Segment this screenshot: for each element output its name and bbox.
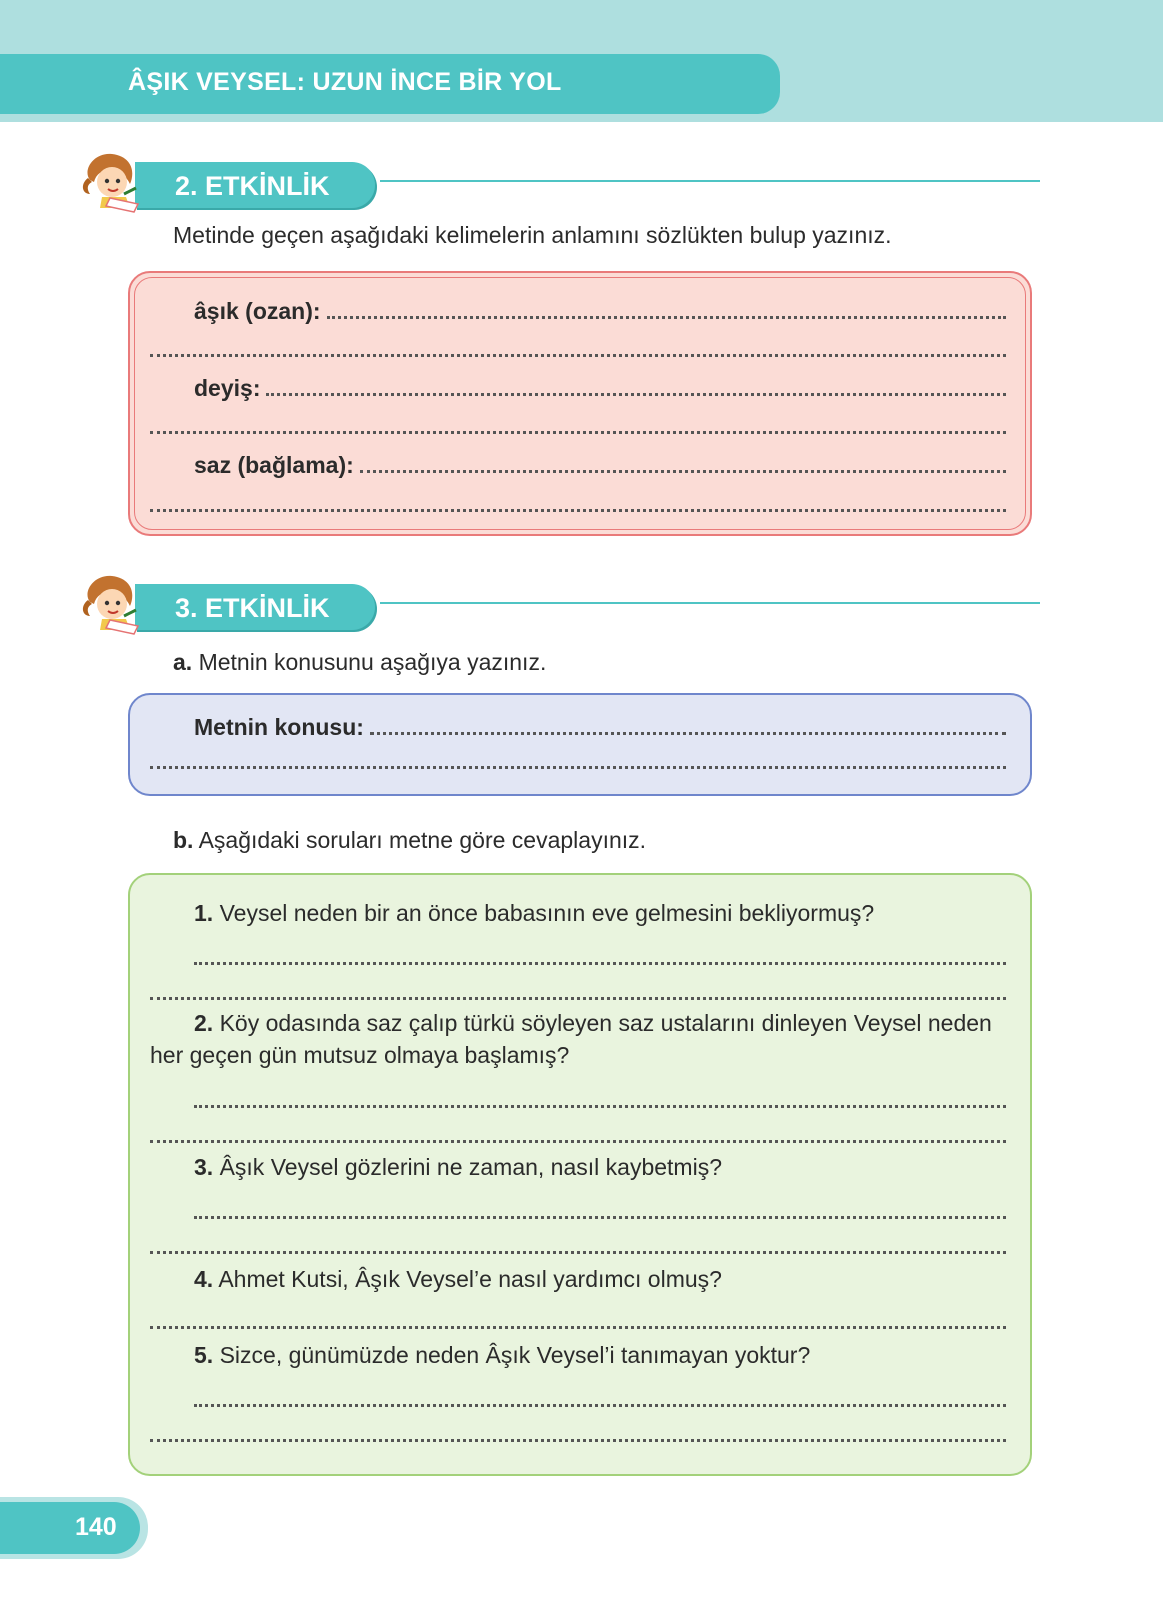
page-number-tab — [0, 1502, 140, 1554]
topic-box — [128, 693, 1032, 796]
answer-line[interactable] — [370, 731, 1006, 735]
answer-row[interactable] — [150, 335, 1006, 363]
answer-row[interactable] — [150, 1232, 1006, 1260]
part-b-text: Aşağıdaki soruları metne göre cevaplayınız. — [198, 827, 647, 853]
part-b-instruction — [173, 827, 646, 854]
question-number: 3. — [194, 1154, 214, 1180]
answer-row[interactable] — [150, 978, 1006, 1006]
part-a-text: Metnin konusunu aşağıya yazınız. — [198, 649, 547, 675]
answer-row[interactable] — [150, 1121, 1006, 1149]
answer-line[interactable] — [150, 508, 1006, 512]
questions-box — [128, 873, 1032, 1476]
answer-row[interactable] — [194, 1197, 1006, 1225]
answer-line[interactable] — [150, 1250, 1006, 1254]
activity-2-instruction: Metinde geçen aşağıdaki kelimelerin anlamını sözlükten bulup yazınız. — [173, 222, 892, 248]
activity-3-header — [80, 572, 1040, 636]
answer-line[interactable] — [327, 315, 1006, 319]
topic-row[interactable] — [194, 713, 1006, 741]
topic-label: Metnin konusu: — [194, 714, 364, 740]
term-label: deyiş: — [194, 375, 261, 401]
activity-2-title: 2. ETKİNLİK — [175, 171, 330, 201]
question-number: 4. — [194, 1266, 214, 1292]
answer-line[interactable] — [150, 430, 1006, 434]
question-text: Ahmet Kutsi, Âşık Veysel’e nasıl yardımcı olmuş? — [218, 1266, 722, 1292]
answer-row[interactable] — [150, 412, 1006, 440]
question-text: Sizce, günümüzde neden Âşık Veysel’i tanımayan yoktur? — [219, 1342, 811, 1368]
part-a-instruction — [173, 649, 546, 676]
activity-2-pill — [135, 162, 375, 208]
question-number: 1. — [194, 900, 214, 926]
answer-line[interactable] — [150, 1139, 1006, 1143]
answer-line[interactable] — [194, 961, 1006, 965]
chapter-title-bar — [0, 54, 780, 114]
answer-row[interactable] — [194, 943, 1006, 971]
question-1 — [194, 899, 1006, 927]
question-text: Âşık Veysel gözlerini ne zaman, nasıl kaybetmiş? — [219, 1154, 722, 1180]
question-number: 2. — [194, 1010, 214, 1036]
question-text: Veysel neden bir an önce babasının eve gelmesini bekliyormuş? — [219, 900, 875, 926]
activity-2-header — [80, 150, 1040, 214]
dictionary-box — [128, 271, 1032, 536]
question-2 — [150, 1007, 1006, 1071]
answer-line[interactable] — [150, 353, 1006, 357]
term-row[interactable] — [194, 297, 1006, 325]
part-b-letter: b. — [173, 827, 194, 853]
term-label: âşık (ozan): — [194, 298, 321, 324]
answer-row[interactable] — [194, 1086, 1006, 1114]
term-row[interactable] — [194, 374, 1006, 402]
answer-line[interactable] — [150, 1438, 1006, 1442]
chapter-title: ÂŞIK VEYSEL: UZUN İNCE BİR YOL — [128, 68, 562, 96]
term-row[interactable] — [194, 451, 1006, 479]
activity-3-pill — [135, 584, 375, 630]
answer-line[interactable] — [150, 996, 1006, 1000]
answer-line[interactable] — [150, 1325, 1006, 1329]
activity-2-rule — [380, 180, 1040, 182]
answer-row[interactable] — [150, 1307, 1006, 1335]
question-number: 5. — [194, 1342, 214, 1368]
girl-reading-icon — [80, 572, 160, 636]
answer-line[interactable] — [150, 765, 1006, 769]
answer-line[interactable] — [360, 469, 1006, 473]
page-number: 140 — [75, 1513, 117, 1541]
answer-line[interactable] — [194, 1403, 1006, 1407]
question-4 — [194, 1265, 1006, 1293]
term-label: saz (bağlama): — [194, 452, 354, 478]
answer-row[interactable] — [150, 747, 1006, 775]
answer-row[interactable] — [150, 1420, 1006, 1448]
activity-3-rule — [380, 602, 1040, 604]
answer-line[interactable] — [194, 1215, 1006, 1219]
question-text: Köy odasında saz çalıp türkü söyleyen saz ustalarını dinleyen Veysel neden her geçen gün mutsuz olmaya başlamış? — [150, 1010, 992, 1068]
answer-row[interactable] — [194, 1385, 1006, 1413]
question-5 — [194, 1341, 1006, 1369]
answer-line[interactable] — [266, 392, 1006, 396]
question-3 — [194, 1153, 1006, 1181]
answer-line[interactable] — [194, 1104, 1006, 1108]
activity-3-title: 3. ETKİNLİK — [175, 593, 330, 623]
girl-reading-icon — [80, 150, 160, 214]
part-a-letter: a. — [173, 649, 193, 675]
answer-row[interactable] — [150, 490, 1006, 518]
